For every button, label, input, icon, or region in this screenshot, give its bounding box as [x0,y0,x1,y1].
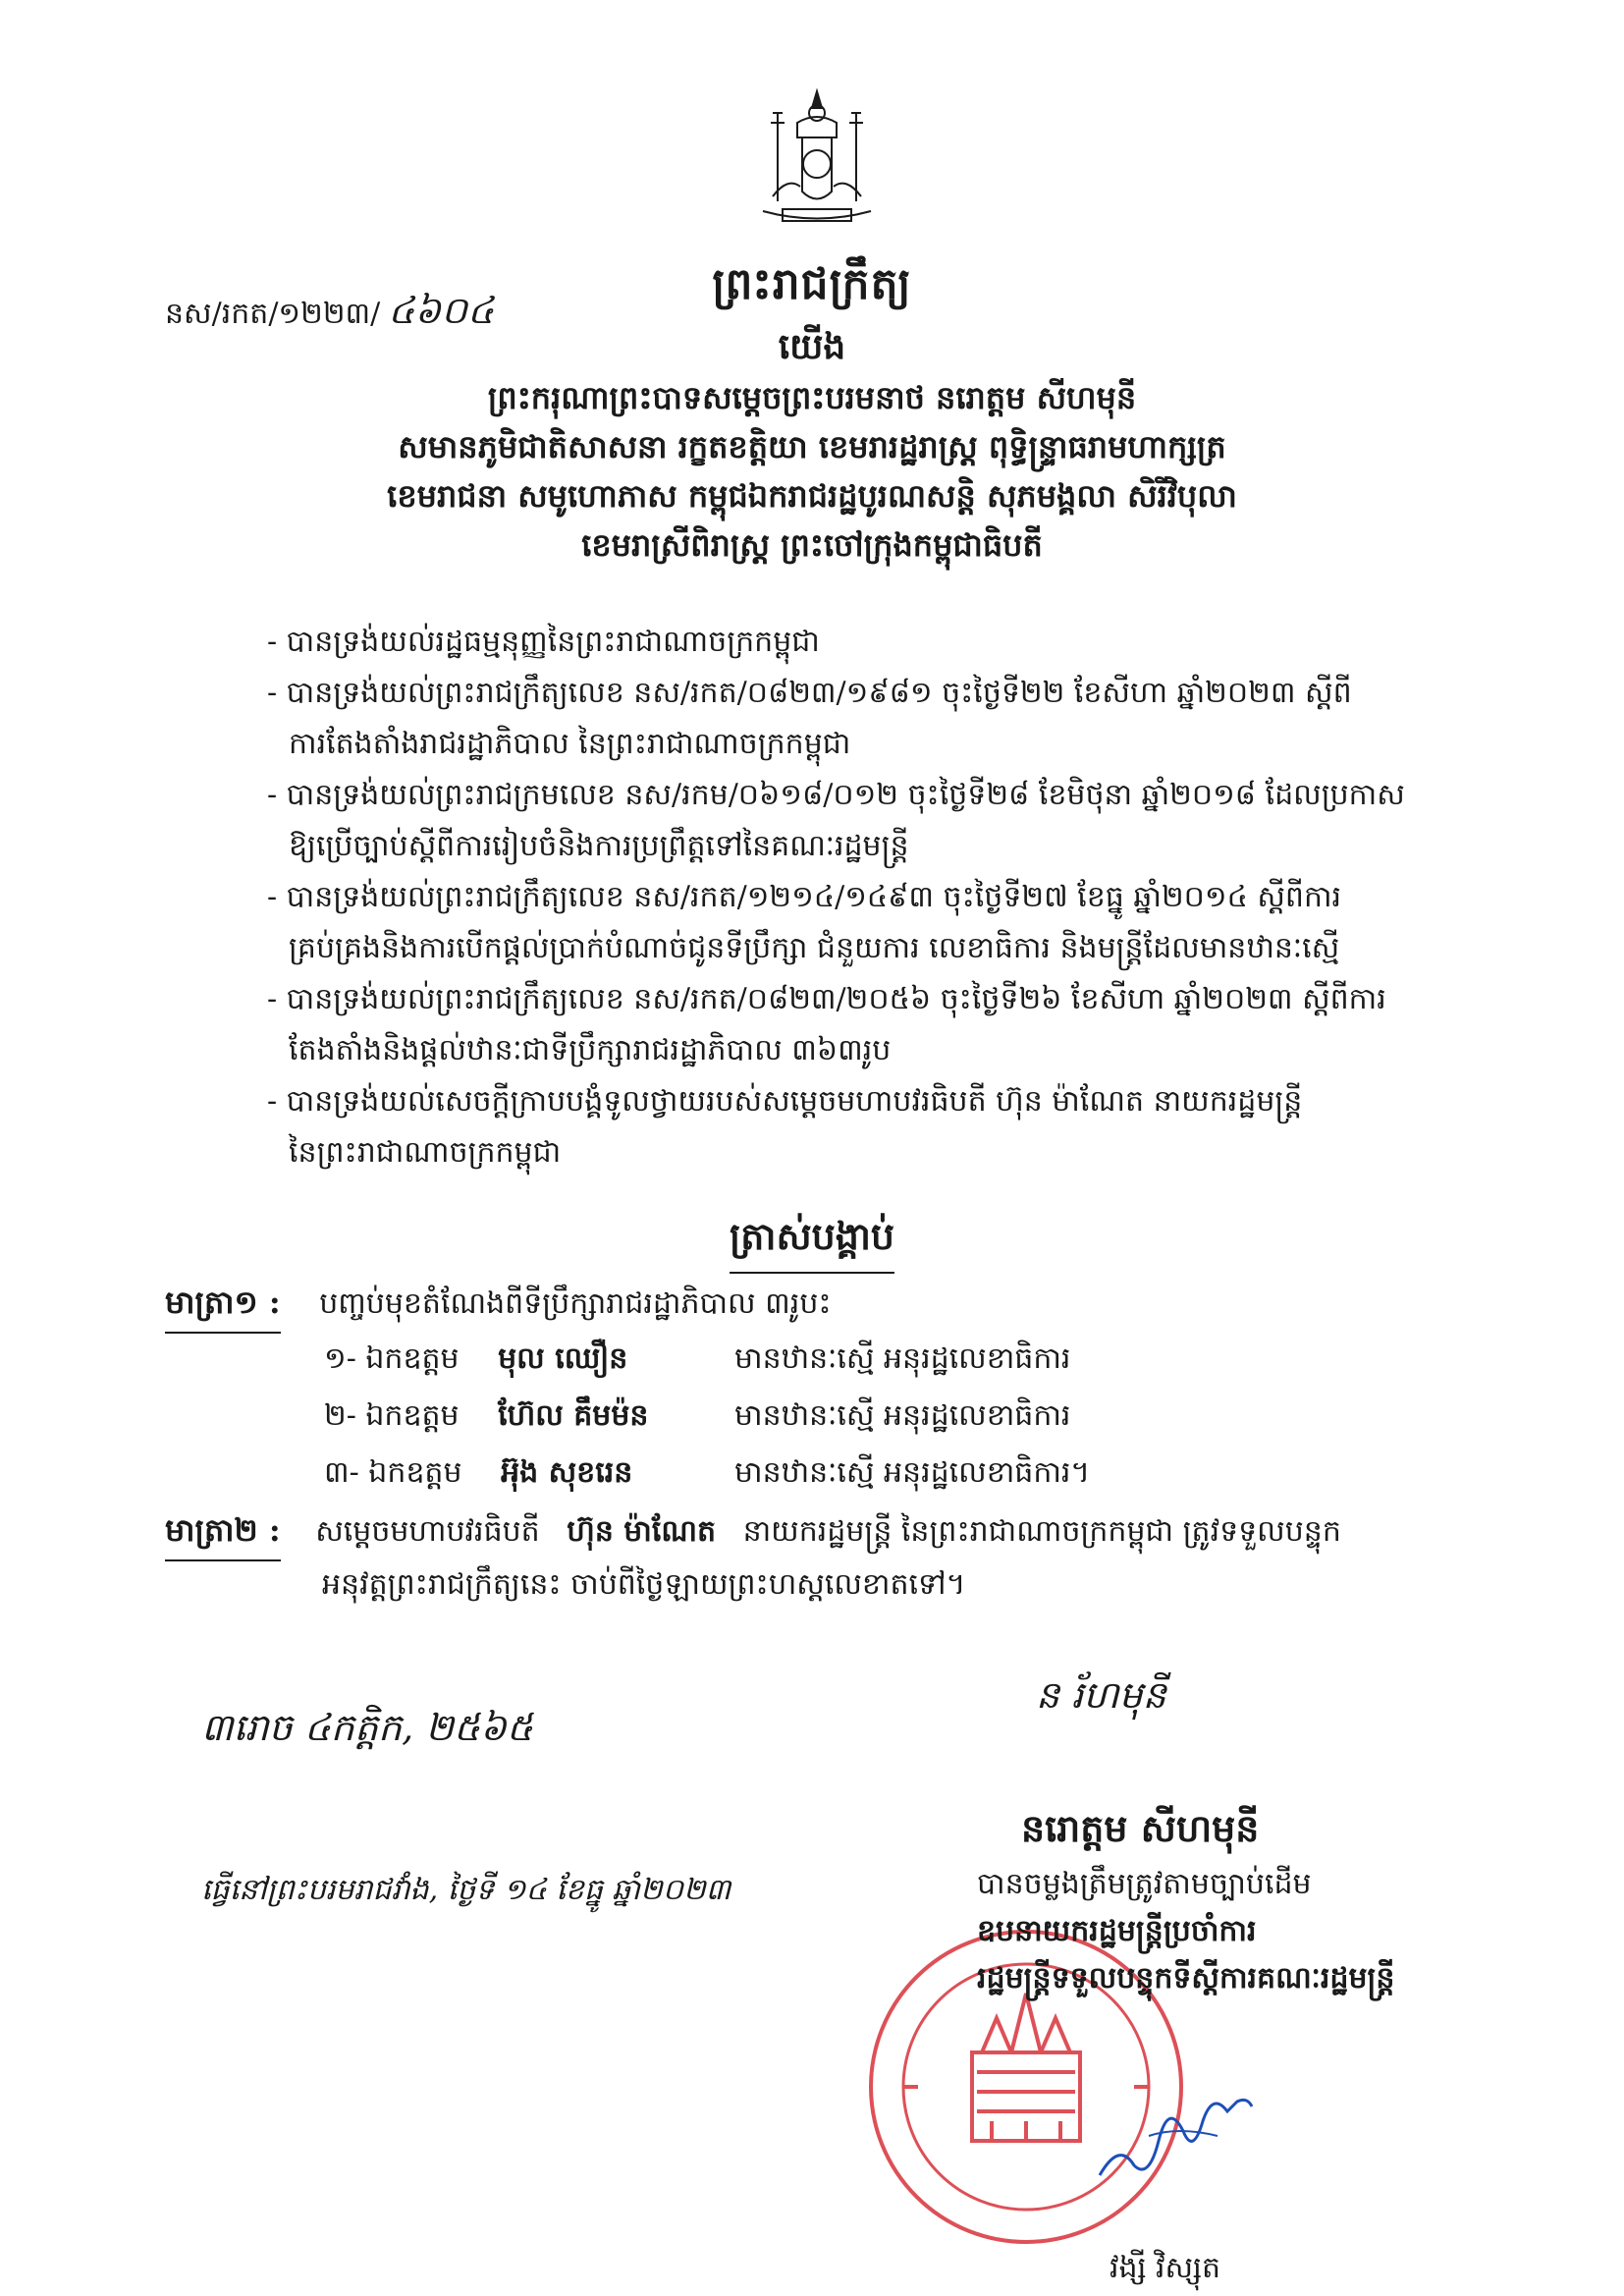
we-heading: យើង [778,326,846,367]
person-row [324,1391,648,1442]
preamble-line: គ្រប់គ្រងនិងការបើកផ្តល់ប្រាក់បំណាច់ជូនទីប្រឹក្សា ជំនួយការ លេខាធិការ និងមន្ត្រីដែលមានឋានៈស្មើ [289,931,1340,965]
article-2-text-b: នាយករដ្ឋមន្ត្រី នៃព្រះរាជាណាចក្រកម្ពុជា ត្រូវទទួលបន្ទុក [742,1514,1341,1549]
person-number-title: ១- ឯកឧត្តម [324,1341,460,1376]
person-rank: មានឋានៈស្មើ អនុរដ្ឋលេខាធិការ [734,1341,1071,1376]
section-title-text: ត្រាស់បង្គាប់ [730,1213,894,1274]
article-1 [165,1277,832,1334]
preamble-line: - បានទ្រង់យល់ព្រះរាជក្រឹត្យលេខ នស/រកត/០៨២៣/២០៥៦ ចុះថ្ងៃទី២៦ ខែសីហា ឆ្នាំ២០២៣ ស្តីពីការ [267,982,1386,1016]
preamble-line: ការតែងតាំងរាជរដ្ឋាភិបាល នៃព្រះរាជាណាចក្រកម្ពុជា [289,727,851,761]
royal-signature: ន រ័ហមុនី [1036,1673,1166,1717]
lunar-date-handwritten: ៣រោច ៤កត្តិក, ២៥៦៥ [201,1706,533,1749]
place-date: ធ្វើនៅព្រះបរមរាជវាំង, ថ្ងៃទី ១៤ ខែធ្នូ ឆ្នាំ២០២៣ [201,1873,731,1907]
person-name: ហ៊ែល គឹមម៉ន [498,1398,649,1433]
minister-signature [1090,2082,1267,2190]
document-title: ព្រះរាជក្រឹត្យ [712,259,912,309]
prime-minister-name: ហ៊ុន ម៉ាណែត [567,1514,717,1549]
article-2-label: មាត្រា២ : [165,1504,281,1561]
preamble-line: - បានទ្រង់យល់ព្រះរាជក្រមលេខ នស/រកម/០៦១៨/០១២ ចុះថ្ងៃទី២៨ ខែមិថុនា ឆ្នាំ២០១៨ ដែលប្រកាស [267,778,1405,812]
king-title-line-2: សមានភូមិជាតិសាសនា រក្ខតខត្តិយា ខេមរារដ្ឋរាស្ត្រ ពុទ្ធិន្ទ្រាធរាមហាក្សត្រ [398,428,1226,465]
king-title-line-1: ព្រះករុណាព្រះបាទសម្តេចព្រះបរមនាថ នរោត្តម សីហមុនី [487,379,1137,416]
article-1-text: បញ្ចប់មុខតំណែងពីទីប្រឹក្សារាជរដ្ឋាភិបាល ៣រូបះ [319,1286,832,1321]
king-name: នរោត្តម សីហមុនី [1021,1806,1260,1850]
person-number-title: ២- ឯកឧត្តម [324,1398,460,1433]
article-1-label: មាត្រា១ : [165,1277,281,1334]
preamble [267,617,1465,1178]
preamble-line: ឱ្យប្រើច្បាប់ស្តីពីការរៀបចំនិងការប្រព្រឹត្តទៅនៃគណៈរដ្ឋមន្ត្រី [289,829,909,863]
ref-number-printed: នស/រកត/១២២៣/ [165,297,381,331]
person-number-title: ៣- ឯកឧត្តម [324,1455,462,1490]
preamble-line: - បានទ្រង់យល់សេចក្តីក្រាបបង្គំទូលថ្វាយរបស់សម្តេចមហាបវរធិបតី ហ៊ុន ម៉ាណែត នាយករដ្ឋមន្ត្រី [267,1084,1303,1119]
preamble-line: នៃព្រះរាជាណាចក្រកម្ពុជា [289,1135,562,1170]
ref-number-handwritten: ៤៦០៤ [388,289,494,332]
preamble-line: - បានទ្រង់យល់ព្រះរាជក្រឹត្យលេខ នស/រកត/១២១៤/១៤៩៣ ចុះថ្ងៃទី២៧ ខែធ្នូ ឆ្នាំ២០១៤ ស្តីពីការ [267,880,1342,914]
royal-emblem [743,83,891,231]
certification-line: ឧបនាយករដ្ឋមន្ត្រីប្រចាំការ [977,1914,1257,1948]
person-row [324,1334,627,1385]
preamble-line: តែងតាំងនិងផ្តល់ឋានៈជាទីប្រឹក្សារាជរដ្ឋាភិបាល ៣៦៣រូប [289,1033,892,1067]
person-name: អ៊ុង សុខរេន [501,1455,633,1490]
section-title [0,1213,1624,1274]
king-title-line-4: ខេមរាស្រីពិរាស្ត្រ ព្រះចៅក្រុងកម្ពុជាធិបតី [581,526,1043,564]
article-2-text-a: សម្តេចមហាបវរធិបតី [315,1514,540,1549]
article-2 [165,1504,1471,1561]
preamble-line: - បានទ្រង់យល់ព្រះរាជក្រឹត្យលេខ នស/រកត/០៨២៣/១៩៨១ ចុះថ្ងៃទី២២ ខែសីហា ឆ្នាំ២០២៣ ស្តីពី [267,676,1352,710]
person-rank: មានឋានៈស្មើ អនុរដ្ឋលេខាធិការ [734,1398,1071,1433]
certification-block [977,1861,1394,2002]
certification-line: រដ្ឋមន្ត្រីទទួលបន្ទុកទីស្តីការគណៈរដ្ឋមន្ត្រី [977,1961,1395,1995]
preamble-line: - បានទ្រង់យល់រដ្ឋធម្មនុញ្ញនៃព្រះរាជាណាចក្រកម្ពុជា [267,625,820,659]
certification-line: បានចម្លងត្រឹមត្រូវតាមច្បាប់ដើម [977,1867,1312,1901]
person-name: មុល ឈឿន [498,1341,628,1376]
person-row [324,1448,632,1499]
article-2-line-2: អនុវត្តព្រះរាជក្រឹត្យនេះ ចាប់ពីថ្ងៃឡាយព្រះហស្តលេខាតទៅ។ [322,1567,966,1602]
minister-name: វង្សី វិស្សុត [1110,2251,1221,2285]
king-title-line-3: ខេមរាជនា សមូហោភាស កម្ពុជឯករាជរដ្ឋបូរណសន្តិ សុភមង្គលា សិរីវិបុលា [387,477,1237,515]
person-rank: មានឋានៈស្មើ អនុរដ្ឋលេខាធិការ។ [734,1455,1091,1490]
